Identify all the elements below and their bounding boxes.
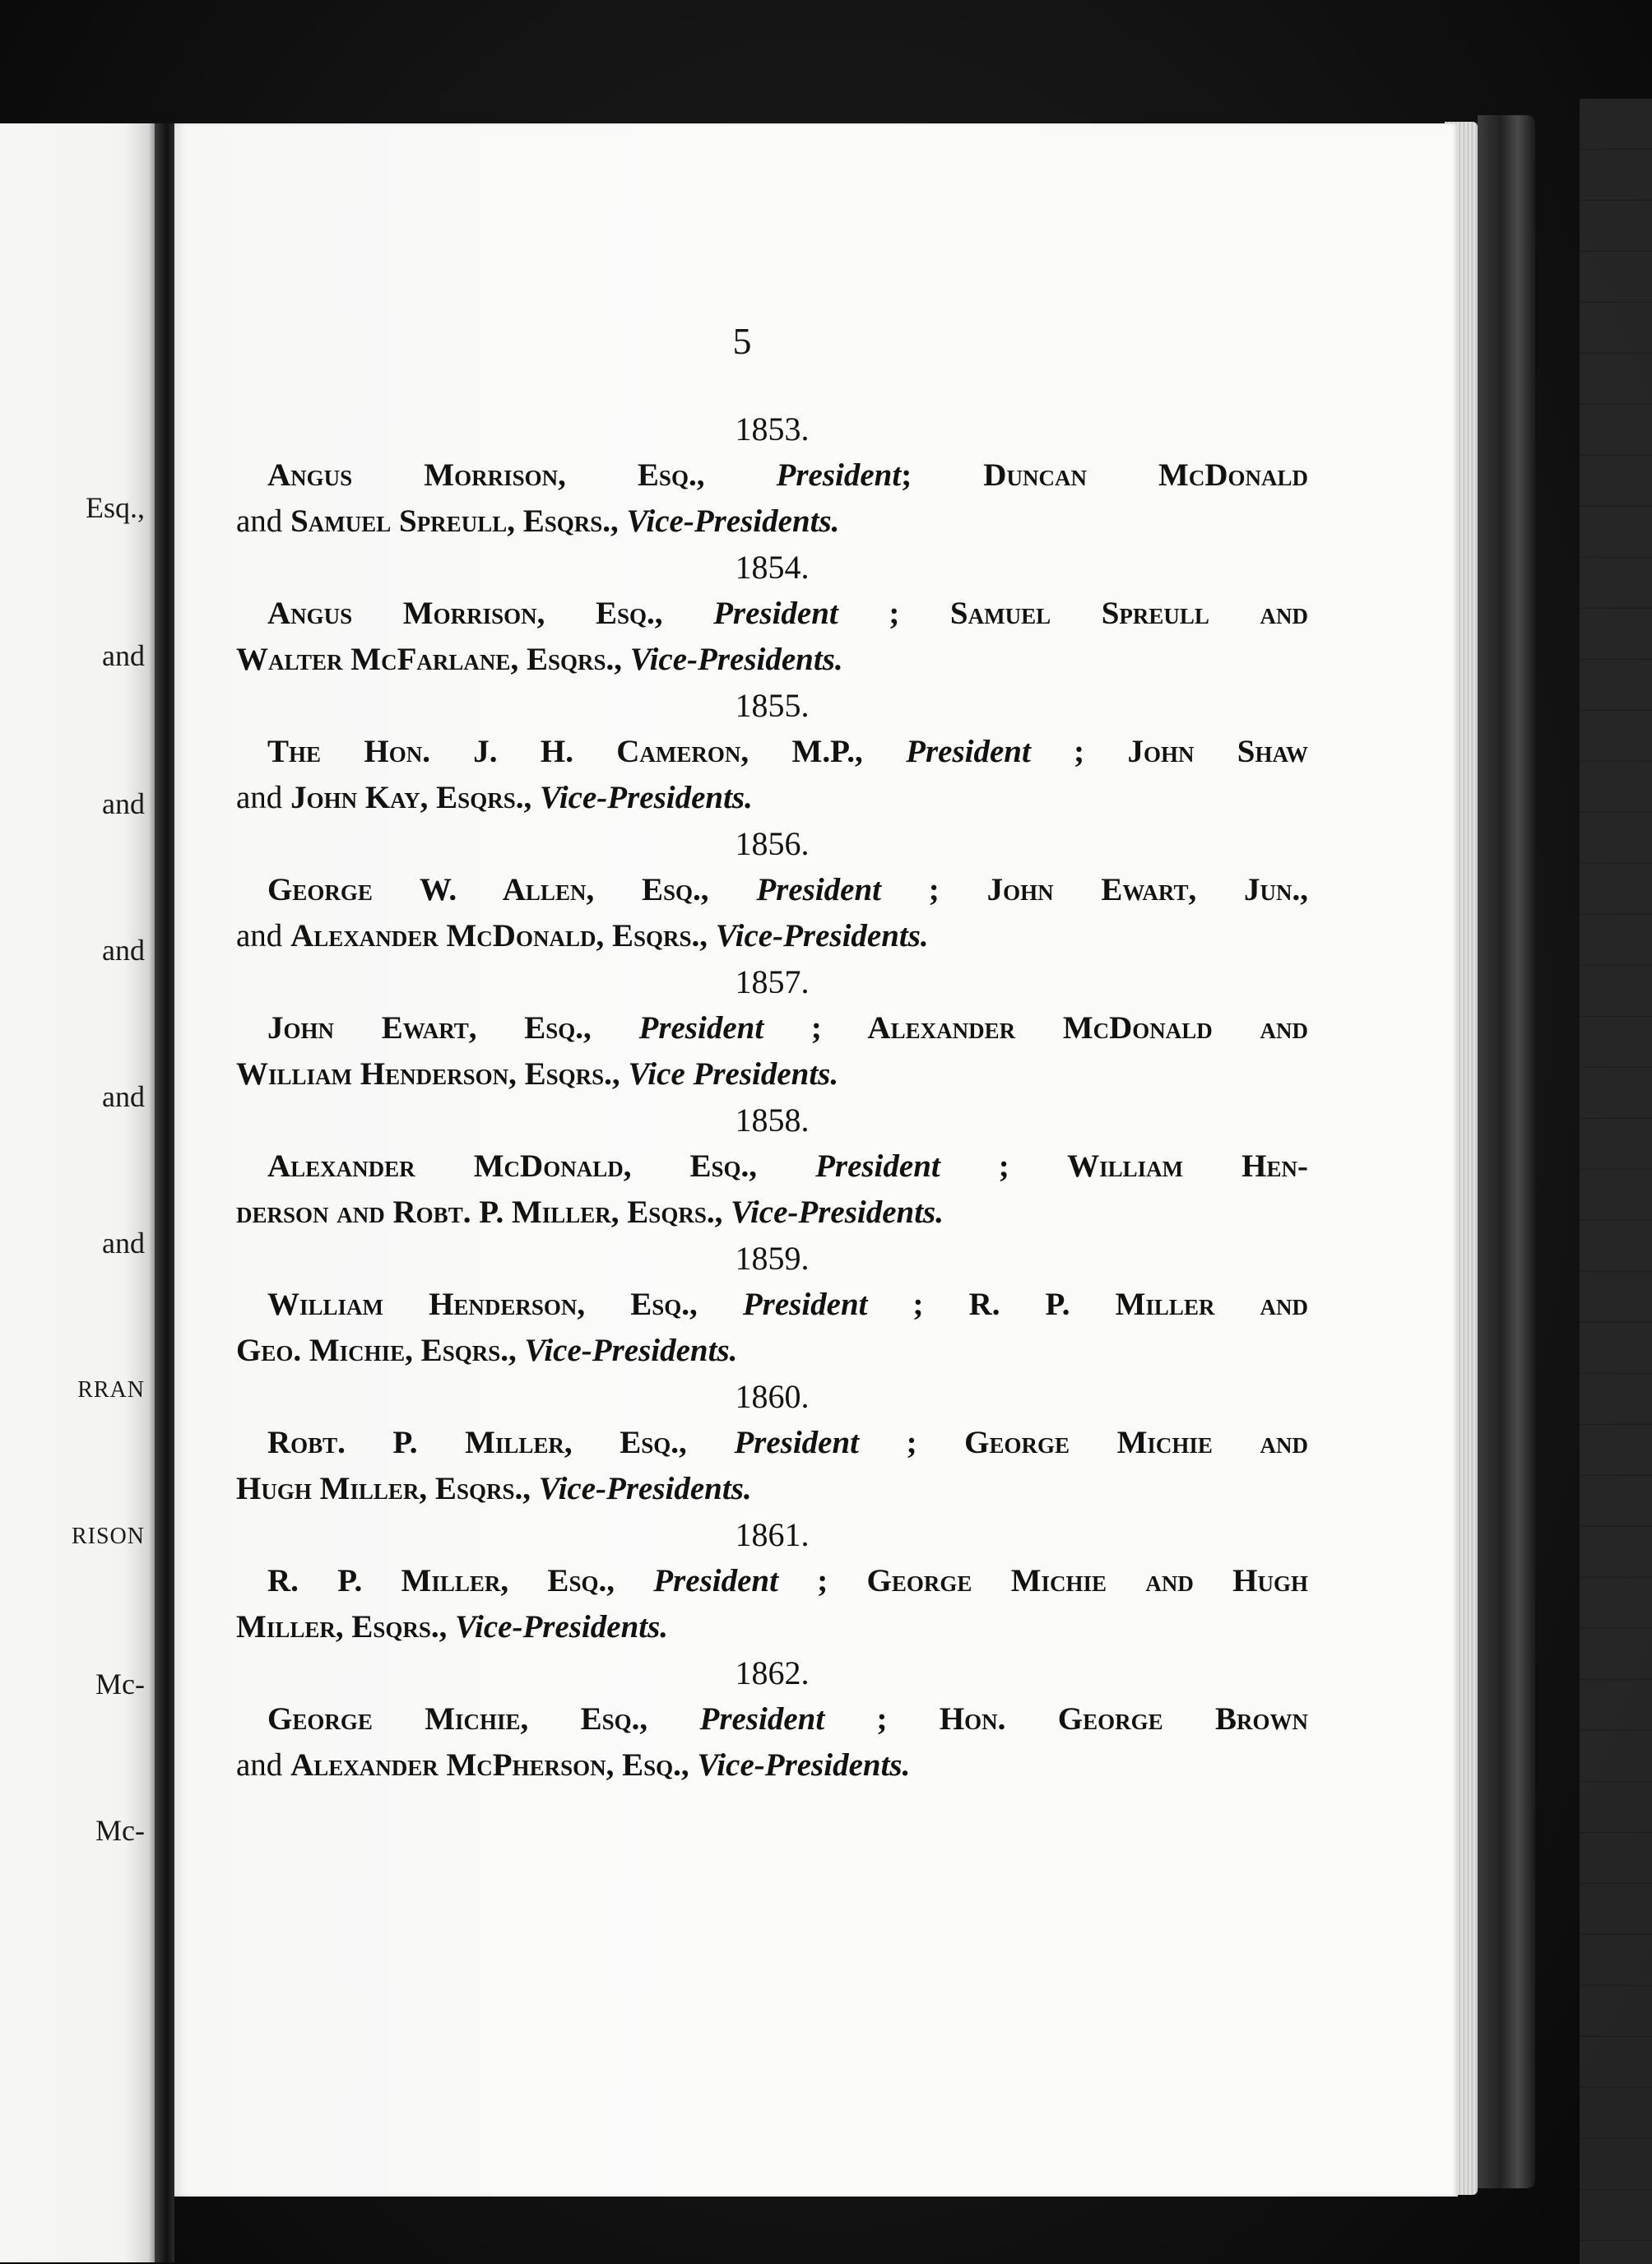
left-fragment: Mc- xyxy=(95,1814,145,1847)
year-entry xyxy=(236,1512,1308,1650)
role-president: President xyxy=(776,457,902,493)
year-entry xyxy=(236,959,1308,1097)
entry-line: William Henderson, Esq., President ; R. P. Miller and xyxy=(267,1287,1308,1322)
entry-line: derson and Robt. P. Miller, Esqrs., Vice-Presidents. xyxy=(236,1195,944,1230)
role-president: President xyxy=(756,872,881,907)
year-heading: 1860. xyxy=(735,1378,810,1415)
entry-line: and Samuel Spreull, Esqrs., Vice-Presidents. xyxy=(236,503,840,539)
year-entry xyxy=(236,1097,1308,1236)
role-president: President xyxy=(906,734,1031,769)
entry-line: William Henderson, Esqrs., Vice Presidents. xyxy=(236,1056,839,1092)
entry-line: R. P. Miller, Esq., President ; George Michie and Hugh xyxy=(267,1563,1309,1598)
year-heading: 1853. xyxy=(735,411,810,448)
role-president: President xyxy=(734,1425,860,1460)
role-president: President xyxy=(713,596,838,631)
entry-line: Miller, Esqrs., Vice-Presidents. xyxy=(236,1609,669,1645)
role-vice-presidents: Vice-Presidents. xyxy=(524,1333,738,1368)
year-heading: 1861. xyxy=(735,1516,810,1553)
role-president: President xyxy=(699,1701,825,1737)
role-president: President xyxy=(742,1287,868,1322)
entry-line: Angus Morrison, Esq., President ; Samuel Spreull and xyxy=(267,596,1308,631)
left-fragment: and xyxy=(102,934,145,967)
role-vice-presidents: Vice Presidents. xyxy=(628,1056,839,1092)
role-vice-presidents: Vice-Presidents. xyxy=(626,503,840,539)
entry-line: John Ewart, Esq., President ; Alexander McDonald and xyxy=(267,1010,1309,1046)
entry-line: Robt. P. Miller, Esq., President ; George Michie and xyxy=(267,1425,1308,1460)
role-vice-presidents: Vice-Presidents. xyxy=(539,780,753,815)
entry-line: Walter McFarlane, Esqrs., Vice-Presidents. xyxy=(236,642,843,677)
entry-line: and Alexander McDonald, Esqrs., Vice-Presidents. xyxy=(236,918,929,953)
year-heading: 1859. xyxy=(735,1240,810,1277)
officer-list xyxy=(236,406,1308,1788)
year-entry xyxy=(236,1650,1308,1788)
year-entry xyxy=(236,406,1308,545)
entry-line: George W. Allen, Esq., President ; John Ewart, Jun., xyxy=(267,872,1308,907)
left-fragment: RRAN xyxy=(77,1377,145,1403)
film-strip-border xyxy=(1580,99,1652,2264)
left-facing-page xyxy=(0,123,155,2262)
year-heading: 1857. xyxy=(735,963,810,1000)
left-fragment: RISON xyxy=(71,1524,145,1549)
book-cover-edge xyxy=(1478,115,1535,2188)
entry-line: Hugh Miller, Esqrs., Vice-Presidents. xyxy=(236,1471,752,1506)
year-entry xyxy=(236,545,1308,683)
role-vice-presidents: Vice-Presidents. xyxy=(715,918,929,953)
role-vice-presidents: Vice-Presidents. xyxy=(697,1747,911,1783)
year-entry xyxy=(236,1236,1308,1374)
left-fragment: Mc- xyxy=(95,1668,145,1700)
entry-line: Geo. Michie, Esqrs., Vice-Presidents. xyxy=(236,1333,738,1368)
book-page xyxy=(174,123,1458,2197)
left-fragment: and xyxy=(102,1227,145,1260)
book-gutter xyxy=(155,123,174,2262)
role-president: President xyxy=(653,1563,778,1598)
year-entry xyxy=(236,1374,1308,1512)
left-fragment: Esq., xyxy=(86,491,145,524)
role-vice-presidents: Vice-Presidents. xyxy=(629,642,843,677)
role-president: President xyxy=(638,1010,764,1046)
left-fragment: and xyxy=(102,787,145,820)
year-heading: 1862. xyxy=(735,1654,810,1691)
entry-line: Alexander McDonald, Esq., President ; William Hen- xyxy=(267,1148,1308,1184)
role-president: President xyxy=(815,1148,940,1184)
year-heading: 1855. xyxy=(735,687,810,724)
year-heading: 1858. xyxy=(735,1102,810,1139)
entry-line: George Michie, Esq., President ; Hon. George Brown xyxy=(267,1701,1308,1737)
year-heading: 1854. xyxy=(735,549,810,586)
left-fragment: and xyxy=(102,1080,145,1113)
year-heading: 1856. xyxy=(735,825,810,862)
role-vice-presidents: Vice-Presidents. xyxy=(538,1471,752,1506)
left-fragment: and xyxy=(102,639,145,672)
year-entry xyxy=(236,821,1308,959)
page-number: 5 xyxy=(732,320,752,362)
entry-line: and Alexander McPherson, Esq., Vice-Presidents. xyxy=(236,1747,911,1783)
entry-line: Angus Morrison, Esq., President; Duncan McDonald xyxy=(267,457,1309,493)
role-vice-presidents: Vice-Presidents. xyxy=(455,1609,669,1645)
year-entry xyxy=(236,683,1308,821)
entry-line: The Hon. J. H. Cameron, M.P., President ; John Shaw xyxy=(267,734,1308,769)
entry-line: and John Kay, Esqrs., Vice-Presidents. xyxy=(236,780,753,815)
role-vice-presidents: Vice-Presidents. xyxy=(731,1195,944,1230)
